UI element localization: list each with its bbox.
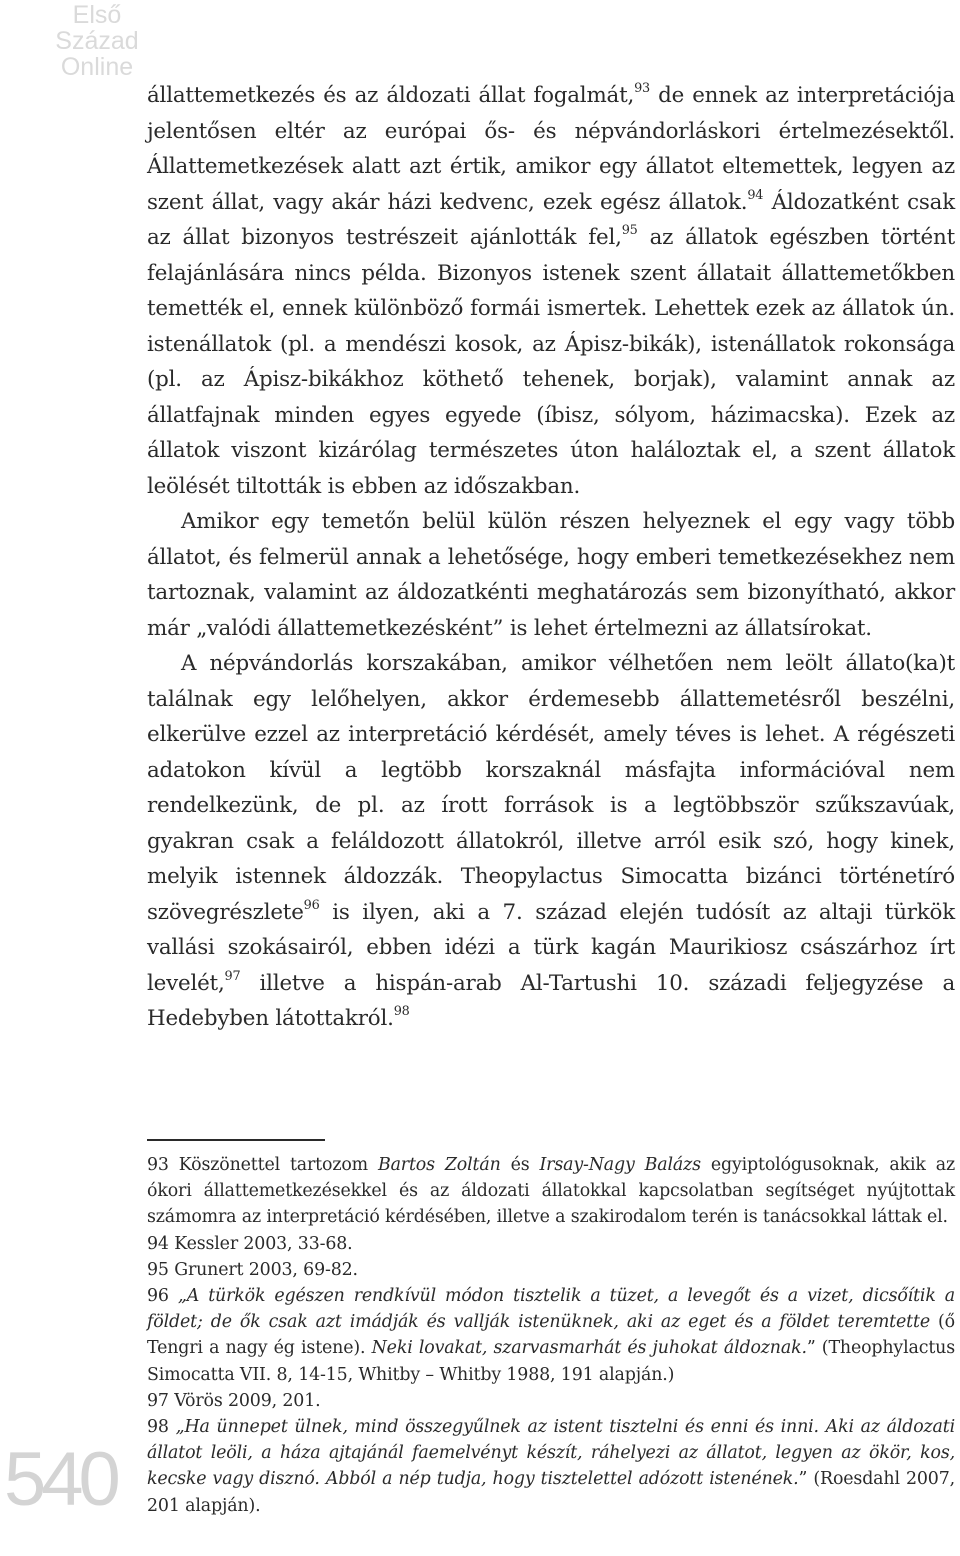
text-run: 95 Grunert 2003, 69-82.	[147, 1259, 358, 1280]
footnote	[147, 1283, 955, 1388]
text-run: ” (Theophylactus Simocatta VII. 8, 14-15, Whitby – Whitby 1988, 191 alapján.)	[147, 1338, 955, 1385]
text-run: az állatok egészben történt felajánlására nincs példa. Bizonyos istenek szent állatait állattemetőkben temették el, ennek különböző formái ismertek. Lehettek ezek az állatok ún. istenállatok (pl. a mendészi kosok, az Ápisz-bikák), istenállatok rokonsága (pl. az Ápisz-bikákhoz köthető tehenek, borjak), valamint annak az állatfajnak minden egyes egyede (íbisz, sólyom, házimacska). Ezek az állatok viszont kizárólag természetes úton haláloztak el, a szent állatok leölését tiltották is ebben az időszakban.	[147, 225, 955, 499]
footnote-reference: 97	[224, 968, 241, 984]
text-run: egyiptológusoknak, akik az ókori állattemetkezésekkel és az áldozati állatokkal kapcsolatban segítséget nyújtottak számomra az interpretáció kérdésében, illetve a szakirodalom terén is tanácsokkal láttak el.	[147, 1155, 955, 1228]
footnote-reference: 98	[393, 1004, 410, 1020]
text-run: Áldozatként csak az állat bizonyos testrészeit ajánlották fel,	[147, 189, 955, 250]
footnote-reference: 96	[303, 897, 320, 913]
footnote	[147, 1414, 955, 1519]
italic-text: „Ha ünnepet ülnek, mind összegyűlnek az istent tisztelni és enni és inni. Aki az áldozati állatot leöli, a háza ajtajánál faemelvényt készít, ráhelyezi az állatot, legyen az ökör, kos, kecske vagy disznó. Abból a nép tudja, hogy tisztelettel adózott istenének.	[147, 1417, 955, 1490]
text-run: 94 Kessler 2003, 33-68.	[147, 1233, 353, 1254]
text-run: 96	[147, 1286, 178, 1307]
footnote-reference: 93	[634, 81, 651, 97]
italic-text: „A türkök egészen rendkívül módon tisztelik a tüzet, a levegőt és a vizet, dicsőítik a földet; de ők csak azt imádják és vallják istenüknek, aki az eget és a földet teremtette	[147, 1286, 955, 1333]
text-run: de ennek az interpretációja jelentősen eltér az európai ős- és népvándorláskori értelmezésektől. Állattemetkezések alatt azt értik, amikor egy állatot eltemettek, legyen az szent állat, vagy akár házi kedvenc, ezek egész állatok.	[147, 83, 955, 215]
body-paragraph	[147, 504, 955, 646]
footnote	[147, 1152, 955, 1231]
text-run: 98	[147, 1417, 176, 1438]
text-run: (ő Tengri a nagy ég istene).	[147, 1312, 955, 1359]
footnotes	[147, 1152, 955, 1519]
watermark-line: Század	[55, 27, 139, 55]
footnote-separator	[147, 1139, 325, 1141]
text-run: A népvándorlás korszakában, amikor vélhetően nem leölt állato(ka)t találnak egy lelőhelyen, akkor érdemesebb állattemetésről beszélni, elkerülve ezzel az interpretáció kérdését, amely téves is lehet. A régészeti adatokon kívül a legtöbb korszaknál másfajta információval nem rendelkezünk, de pl. az írott források is a legtöbbször szűkszavúak, gyakran csak a feláldozott állatokról, illetve arról esik szó, hogy kinek, melyik istennek áldozzák. Theopylactus Simocatta bizánci történetíró szövegrészlete	[147, 651, 955, 925]
footnote	[147, 1231, 955, 1257]
text-run: 93 Köszönettel tartozom	[147, 1155, 378, 1175]
italic-text: Irsay-Nagy Balázs	[539, 1155, 701, 1175]
body-paragraph	[147, 78, 955, 504]
watermark-line: Első	[72, 1, 122, 29]
publisher-watermark	[52, 2, 142, 80]
footnote-reference: 95	[621, 223, 638, 239]
text-run: 97 Vörös 2009, 201.	[147, 1390, 321, 1411]
text-run: illetve a hispán-arab Al-Tartushi 10. századi feljegyzése a Hedebyben látottakról.	[147, 970, 955, 1031]
watermark-line: Online	[60, 53, 134, 81]
main-body-text	[147, 78, 955, 1037]
footnote	[147, 1388, 955, 1414]
body-paragraph	[147, 646, 955, 1037]
page-number: 540	[4, 1437, 116, 1522]
text-run: állattemetkezés és az áldozati állat fogalmát,	[147, 83, 635, 108]
text-run: és	[500, 1155, 540, 1175]
footnote	[147, 1257, 955, 1283]
footnote-reference: 94	[747, 187, 764, 203]
text-run: Amikor egy temetőn belül külön részen helyeznek el egy vagy több állatot, és felmerül annak a lehetősége, hogy emberi temetkezésekhez nem tartoznak, valamint az áldozatkénti meghatározás sem bizonyítható, akkor már „valódi állattemetkezésként” is lehet értelmezni az állatsírokat.	[147, 509, 955, 641]
text-run: ” (Roesdahl 2007, 201 alapján).	[147, 1469, 955, 1516]
text-run: is ilyen, aki a 7. század elején tudósít az altaji türkök vallási szokásairól, ebben idézi a türk kagán Maurikiosz császárhoz írt levelét,	[147, 899, 955, 996]
italic-text: Neki lovakat, szarvasmarhát és juhokat áldoznak.	[371, 1338, 807, 1359]
italic-text: Bartos Zoltán	[377, 1155, 501, 1175]
